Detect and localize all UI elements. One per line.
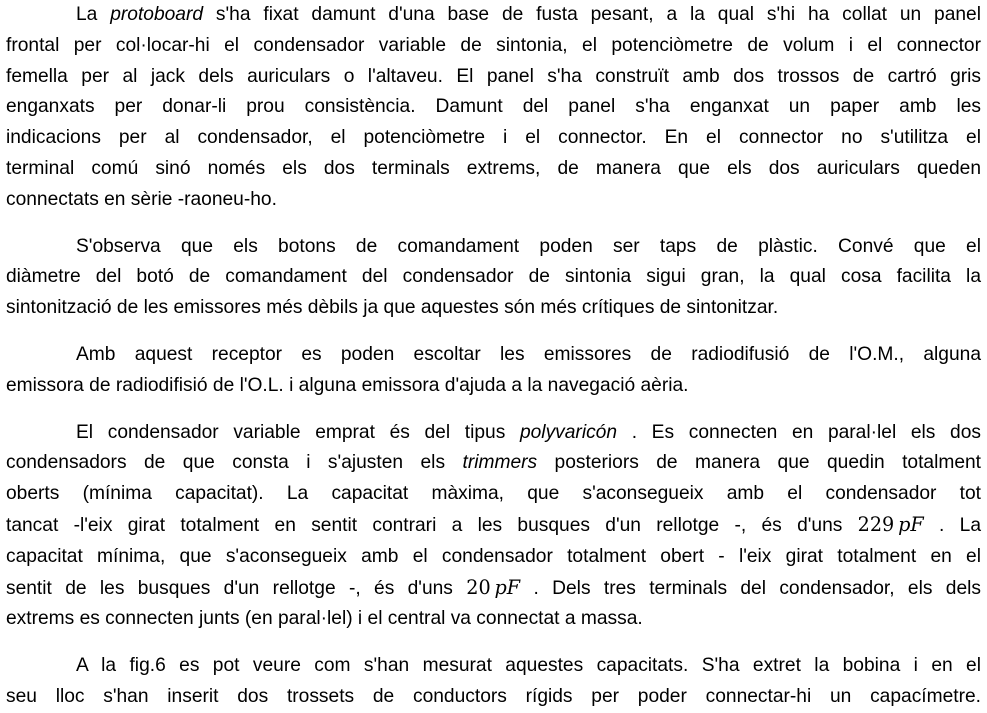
text-line xyxy=(6,448,981,479)
text-line xyxy=(6,510,981,542)
italic-term: trimmers xyxy=(462,452,538,474)
text-run: oberts (mínima capacitat). La capacitat màxima, que s'aconsegueix amb el condensador tot xyxy=(6,483,981,505)
text-run: sentit de les busques d'un rellotge -, és d'uns xyxy=(6,577,467,599)
text-line xyxy=(6,232,981,263)
text-line xyxy=(6,682,981,713)
text-run: connectats en sèrie -raoneu-ho. xyxy=(6,188,277,210)
text-run: sintonització de les emissores més dèbils ja que aquestes són més crítiques de sintonitzar. xyxy=(6,297,779,319)
math-number: 20 xyxy=(466,575,491,599)
text-line xyxy=(6,293,981,324)
math-value xyxy=(466,576,520,599)
text-line xyxy=(6,573,981,605)
text-run: terminal comú sinó només els dos terminals extrems, de manera que els dos auriculars queden xyxy=(6,157,981,179)
text-line xyxy=(6,31,981,62)
italic-term: polyvaricón xyxy=(519,421,618,443)
text-line xyxy=(6,604,981,635)
text-run: enganxats per donar-li prou consistència. Damunt del panel s'ha enganxat un paper amb les xyxy=(6,96,981,118)
text-run: capacitat mínima, que s'aconsegueix amb el condensador totalment obert - l'eix girat totalment en el xyxy=(6,545,981,567)
text-run: emissora de radiodifisió de l'O.L. i alguna emissora d'ajuda a la navegació aèria. xyxy=(6,374,689,396)
text-run: frontal per col·locar-hi el condensador variable de sintonia, el potenciòmetre de volum i el connector xyxy=(6,34,981,56)
text-line xyxy=(6,123,981,154)
text-run: extrems es connecten junts (en paral·lel) i el central va connectat a massa. xyxy=(6,608,643,630)
paragraph-1 xyxy=(6,0,981,216)
paragraph-2 xyxy=(6,232,981,324)
text-line xyxy=(6,92,981,123)
italic-term: protoboard xyxy=(110,4,204,25)
math-number: 229 xyxy=(857,512,895,536)
text-run: . Dels tres terminals del condensador, els dels xyxy=(520,577,981,599)
text-run: seu lloc s'han inserit dos trossets de conductors rígids per poder connectar-hi un capacímetre. xyxy=(6,685,981,707)
text-run: Amb aquest receptor es poden escoltar les emissores de radiodifusió de l'O.M., alguna xyxy=(76,343,981,365)
math-value xyxy=(858,513,924,536)
text-run: . La xyxy=(923,514,981,536)
text-run: tancat -l'eix girat totalment en sentit contrari a les busques d'un rellotge -, és d'uns xyxy=(6,514,858,536)
math-unit: pF xyxy=(494,575,521,599)
text-run: condensadors de que consta i s'ajusten els xyxy=(6,452,463,474)
text-run: S'observa que els botons de comandament poden ser taps de plàstic. Convé que el xyxy=(76,235,981,257)
text-line xyxy=(6,262,981,293)
text-run: La xyxy=(76,4,111,25)
text-line xyxy=(6,371,981,402)
text-run: A la fig.6 es pot veure com s'han mesurat aquestes capacitats. S'ha extret la bobina i en el xyxy=(76,655,981,677)
paragraph-4 xyxy=(6,418,981,636)
text-line xyxy=(6,0,981,31)
paragraph-3 xyxy=(6,340,981,402)
text-line xyxy=(6,651,981,682)
text-line xyxy=(6,154,981,185)
paragraph-5 xyxy=(6,651,981,713)
text-line xyxy=(6,479,981,510)
text-run: diàmetre del botó de comandament del condensador de sintonia sigui gran, la qual cosa facilita la xyxy=(6,266,981,288)
text-run: s'ha fixat damunt d'una base de fusta pesant, a la qual s'hi ha collat un panel xyxy=(203,4,981,25)
text-run: posteriors de manera que quedin totalment xyxy=(537,452,982,474)
text-run: . Es connecten en paral·lel els dos xyxy=(617,421,981,443)
text-line xyxy=(6,542,981,573)
math-unit: pF xyxy=(898,512,924,536)
text-line xyxy=(6,62,981,93)
text-line xyxy=(6,340,981,371)
text-line xyxy=(6,185,981,216)
text-run: femella per al jack dels auriculars o l'altaveu. El panel s'ha construït amb dos trossos de cartró gris xyxy=(6,65,981,87)
text-run: indicacions per al condensador, el potenciòmetre i el connector. En el connector no s'utilitza el xyxy=(6,127,981,149)
text-run: El condensador variable emprat és del tipus xyxy=(76,421,520,443)
text-line xyxy=(6,418,981,449)
